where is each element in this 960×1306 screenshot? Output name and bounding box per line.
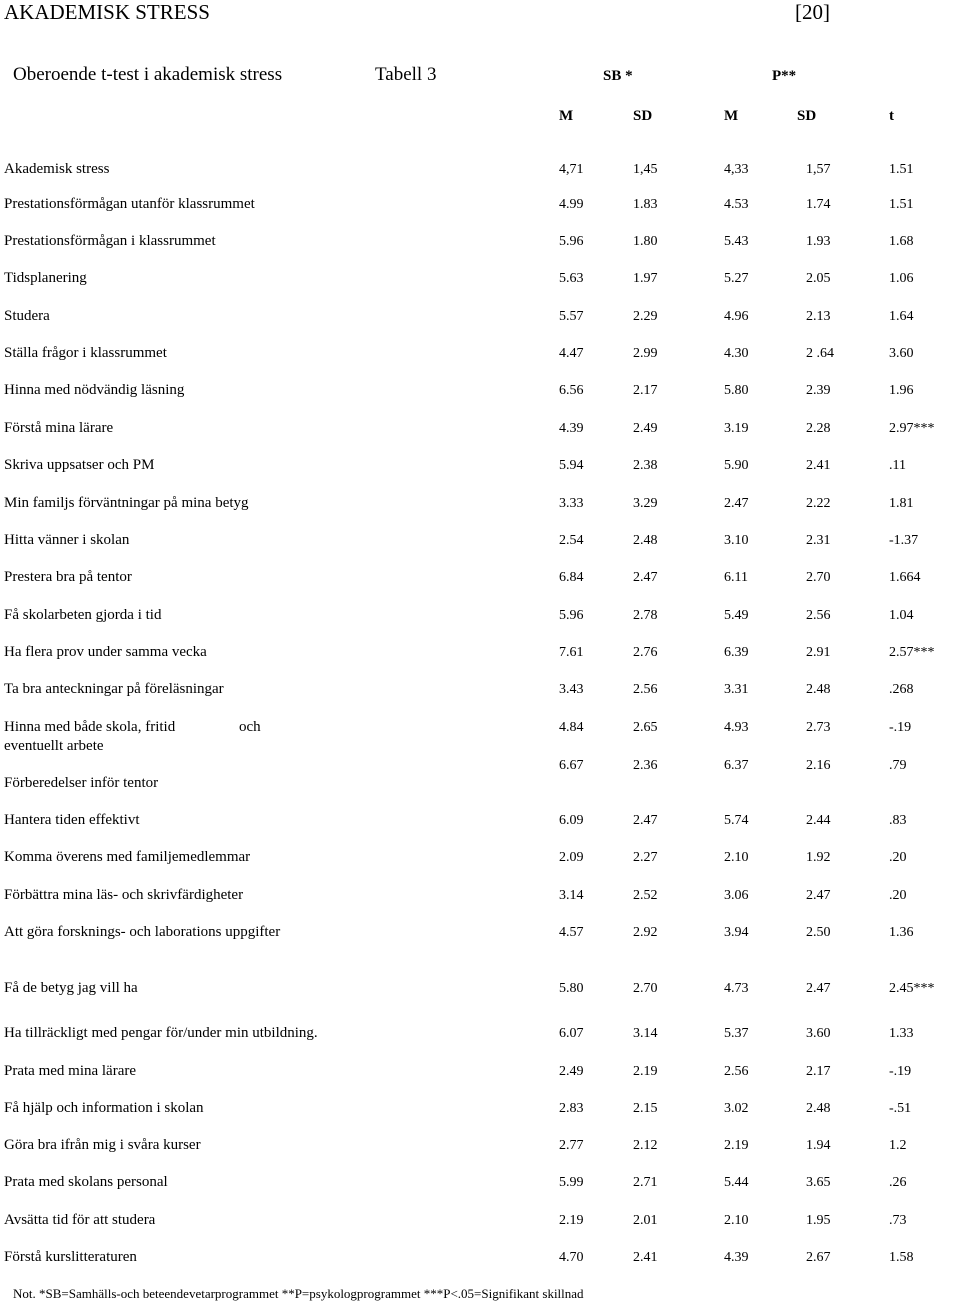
table-cell: 2.01 (633, 1213, 658, 1228)
row-label-text: Avsätta tid för att studera (4, 1212, 156, 1228)
table-cell: 2.09 (559, 850, 584, 865)
row-label (4, 774, 344, 793)
table-footnote: Not. *SB=Samhälls-och beteendevetarprogrammet **P=psykologprogrammet ***P<.05=Signifikant skillnad (13, 1286, 584, 1301)
row-label (4, 381, 344, 400)
row-label-text: Akademisk stress (4, 161, 110, 177)
table-cell: 5.96 (559, 608, 584, 623)
table-cell: 2.78 (633, 608, 658, 623)
group-header-p: P** (772, 68, 797, 84)
row-label-text: Prata med skolans personal (4, 1174, 168, 1190)
table-cell: 6.07 (559, 1026, 584, 1041)
table-cell: 3.31 (724, 682, 749, 697)
row-label (4, 606, 344, 625)
row-label-text: Få de betyg jag vill ha (4, 980, 138, 996)
row-label (4, 923, 344, 942)
table-cell: 3.43 (559, 682, 584, 697)
table-cell: 2.76 (633, 645, 658, 660)
table-cell: 2.70 (806, 570, 831, 585)
row-label-text: Studera (4, 308, 50, 324)
table-cell: 1.81 (889, 496, 914, 511)
row-label-text: Förstå kurslitteraturen (4, 1249, 137, 1265)
table-cell: 4.73 (724, 981, 749, 996)
table-cell: 1.51 (889, 162, 914, 177)
table-cell: 1.58 (889, 1250, 914, 1265)
table-cell: 2.91 (806, 645, 831, 660)
table-cell: 5.94 (559, 458, 584, 473)
table-cell: 2.47 (724, 496, 749, 511)
row-label-text: Tidsplanering (4, 270, 87, 286)
table-cell: 3.19 (724, 421, 749, 436)
row-label (4, 811, 344, 830)
table-cell: 5.99 (559, 1175, 584, 1190)
column-header-p-m: M (724, 108, 739, 124)
table-cell: 3.14 (633, 1026, 658, 1041)
table-cell: 2.92 (633, 925, 658, 940)
table-cell: 5.37 (724, 1026, 749, 1041)
row-label (4, 1024, 344, 1043)
row-label-text: Prestationsförmågan i klassrummet (4, 233, 216, 249)
row-label-text: Hitta vänner i skolan (4, 532, 130, 548)
table-cell: 3.29 (633, 496, 658, 511)
table-cell: 1.68 (889, 234, 914, 249)
table-cell: 2.67 (806, 1250, 831, 1265)
table-cell: 4.53 (724, 197, 749, 212)
table-cell: 2.65 (633, 720, 658, 735)
table-cell: 6.56 (559, 383, 584, 398)
table-cell: 2.22 (806, 496, 831, 511)
row-label-text: Hinna med nödvändig läsning (4, 382, 185, 398)
table-cell: 3.10 (724, 533, 749, 548)
table-cell: 3.14 (559, 888, 584, 903)
table-cell: 2.47 (633, 570, 658, 585)
table-cell: 5.57 (559, 309, 584, 324)
table-cell: 1.97 (633, 271, 658, 286)
table-cell: 2.56 (633, 682, 658, 697)
table-cell: 2.05 (806, 271, 831, 286)
table-cell: 6.84 (559, 570, 584, 585)
column-header-p-sd: SD (797, 108, 817, 124)
table-cell: 3.94 (724, 925, 749, 940)
row-label-text: Komma överens med familjemedlemmar (4, 849, 251, 865)
row-label-text: Prata med mina lärare (4, 1063, 137, 1079)
table-cell: 2.15 (633, 1101, 658, 1116)
table-cell: .20 (889, 850, 907, 865)
row-label-text: Få hjälp och information i skolan (4, 1100, 204, 1116)
table-cell: 2.36 (633, 758, 658, 773)
table-cell: 2.27 (633, 850, 658, 865)
table-cell: 2.49 (633, 421, 658, 436)
row-label (4, 494, 344, 513)
row-label (4, 531, 344, 550)
table-cell: 2.28 (806, 421, 831, 436)
table-cell: 5.96 (559, 234, 584, 249)
row-label-text: Förberedelser inför tentor (4, 775, 159, 791)
table-cell: 6.37 (724, 758, 749, 773)
table-cell: .73 (889, 1213, 907, 1228)
table-cell: -.51 (889, 1101, 912, 1116)
table-cell: 2.17 (806, 1064, 831, 1079)
group-header-sb: SB * (603, 68, 633, 84)
table-cell: 2.41 (806, 458, 831, 473)
table-cell: 1.93 (806, 234, 831, 249)
table-cell: 2.19 (724, 1138, 749, 1153)
page-number: [20] (795, 0, 830, 24)
table-cell: 2.48 (806, 1101, 831, 1116)
row-label (4, 307, 344, 326)
table-cell: 3.60 (806, 1026, 831, 1041)
row-label-text: Ta bra anteckningar på föreläsningar (4, 681, 224, 697)
table-cell: 2.99 (633, 346, 658, 361)
table-cell: 1.33 (889, 1026, 914, 1041)
table-cell: 4.93 (724, 720, 749, 735)
row-label (4, 1062, 344, 1081)
table-cell: 1.83 (633, 197, 658, 212)
table-cell: 1.96 (889, 383, 914, 398)
table-cell: 1,57 (806, 162, 831, 177)
row-label (4, 680, 344, 699)
table-cell: 4.96 (724, 309, 749, 324)
table-cell: 2.10 (724, 1213, 749, 1228)
table-cell: -1.37 (889, 533, 919, 548)
table-cell: 2.12 (633, 1138, 658, 1153)
table-cell: 1.74 (806, 197, 831, 212)
table-cell: 6.09 (559, 813, 584, 828)
row-label (4, 1136, 344, 1155)
table-cell: 2.56 (724, 1064, 749, 1079)
table-cell: 3.60 (889, 346, 914, 361)
table-cell: 2.13 (806, 309, 831, 324)
table-cell: 4.57 (559, 925, 584, 940)
table-cell: 2.48 (633, 533, 658, 548)
table-cell: 4.70 (559, 1250, 584, 1265)
row-label (4, 718, 261, 756)
row-label-text: Ha flera prov under samma vecka (4, 644, 207, 660)
table-cell: 5.80 (724, 383, 749, 398)
row-label-text: Prestera bra på tentor (4, 569, 132, 585)
row-label (4, 886, 344, 905)
table-cell: 3.65 (806, 1175, 831, 1190)
table-cell: 2.50 (806, 925, 831, 940)
table-cell: 1.95 (806, 1213, 831, 1228)
table-cell: 4.39 (724, 1250, 749, 1265)
table-cell: 2.71 (633, 1175, 658, 1190)
row-label-text: Skriva uppsatser och PM (4, 457, 155, 473)
table-cell: 2.17 (633, 383, 658, 398)
row-label (4, 1173, 344, 1192)
page-header-title: AKADEMISK STRESS (4, 0, 210, 24)
table-cell: 2.56 (806, 608, 831, 623)
table-cell: 2.70 (633, 981, 658, 996)
table-cell: 1.36 (889, 925, 914, 940)
table-cell: 2.48 (806, 682, 831, 697)
table-cell: 1.06 (889, 271, 914, 286)
table-cell: 4.30 (724, 346, 749, 361)
table-cell: 5.90 (724, 458, 749, 473)
table-cell: 1.94 (806, 1138, 831, 1153)
row-label (4, 848, 344, 867)
table-cell: 5.44 (724, 1175, 749, 1190)
table-cell: 2.57*** (889, 645, 935, 660)
row-label-text: Hantera tiden effektivt (4, 812, 140, 828)
table-cell: 2.38 (633, 458, 658, 473)
table-cell: 3.02 (724, 1101, 749, 1116)
table-cell: 2.47 (806, 888, 831, 903)
table-cell: 7.61 (559, 645, 584, 660)
table-cell: 2.16 (806, 758, 831, 773)
column-header-sb-m: M (559, 108, 574, 124)
table-cell: 4,33 (724, 162, 749, 177)
row-label-text: Prestationsförmågan utanför klassrummet (4, 196, 255, 212)
table-cell: 1.80 (633, 234, 658, 249)
table-cell: 2 .64 (806, 346, 834, 361)
row-label (4, 979, 344, 998)
table-cell: -.19 (889, 1064, 912, 1079)
row-label (4, 568, 344, 587)
table-cell: 2.49 (559, 1064, 584, 1079)
table-cell: 6.67 (559, 758, 584, 773)
table-cell: 5.43 (724, 234, 749, 249)
table-cell: .11 (889, 458, 906, 473)
table-cell: 2.19 (559, 1213, 584, 1228)
row-label-text: Göra bra ifrån mig i svåra kurser (4, 1137, 201, 1153)
row-label (4, 1099, 344, 1118)
table-label: Tabell 3 (375, 64, 437, 85)
row-label (4, 456, 344, 475)
table-cell: 1.92 (806, 850, 831, 865)
row-label (4, 419, 344, 438)
row-label (4, 195, 344, 214)
column-header-sb-sd: SD (633, 108, 653, 124)
row-label-extra: och (239, 719, 261, 735)
table-cell: 3.06 (724, 888, 749, 903)
row-label-text: Förbättra mina läs- och skrivfärdigheter (4, 887, 244, 903)
table-cell: 2.44 (806, 813, 831, 828)
table-cell: .268 (889, 682, 914, 697)
table-cell: 2.47 (806, 981, 831, 996)
table-cell: .26 (889, 1175, 907, 1190)
column-header-t: t (889, 108, 894, 124)
table-cell: 6.39 (724, 645, 749, 660)
table-cell: 2.10 (724, 850, 749, 865)
table-cell: .83 (889, 813, 907, 828)
table-cell: 5.27 (724, 271, 749, 286)
table-cell: 2.77 (559, 1138, 584, 1153)
table-cell: 3.33 (559, 496, 584, 511)
table-cell: 1.51 (889, 197, 914, 212)
table-cell: 2.97*** (889, 421, 935, 436)
table-cell: 2.29 (633, 309, 658, 324)
row-label (4, 643, 344, 662)
table-cell: -.19 (889, 720, 912, 735)
row-label (4, 1211, 344, 1230)
table-cell: 1.664 (889, 570, 921, 585)
table-cell: 2.83 (559, 1101, 584, 1116)
table-cell: 5.63 (559, 271, 584, 286)
table-cell: 1.2 (889, 1138, 907, 1153)
table-cell: 4.39 (559, 421, 584, 436)
row-label-text: Hinna med både skola, fritid eventuellt arbete (4, 719, 176, 754)
row-label-text: Att göra forsknings- och laborations uppgifter (4, 924, 281, 940)
table-cell: 2.52 (633, 888, 658, 903)
table-cell: 1.04 (889, 608, 914, 623)
table-cell: 5.80 (559, 981, 584, 996)
table-cell: 2.19 (633, 1064, 658, 1079)
row-label (4, 269, 344, 288)
row-label-text: Få skolarbeten gjorda i tid (4, 607, 162, 623)
table-cell: 4.99 (559, 197, 584, 212)
table-cell: 2.41 (633, 1250, 658, 1265)
table-cell: 4.47 (559, 346, 584, 361)
table-title: Oberoende t-test i akademisk stress (13, 64, 283, 85)
table-cell: 1,45 (633, 162, 658, 177)
row-label-text: Ha tillräckligt med pengar för/under min utbildning. (4, 1025, 318, 1041)
row-label-text: Min familjs förväntningar på mina betyg (4, 495, 249, 511)
row-label (4, 344, 344, 363)
table-cell: 2.73 (806, 720, 831, 735)
table-cell: 2.54 (559, 533, 584, 548)
table-cell: .20 (889, 888, 907, 903)
table-cell: 6.11 (724, 570, 748, 585)
row-label (4, 1248, 344, 1267)
row-label (4, 232, 344, 251)
row-label (4, 160, 344, 179)
table-cell: 1.64 (889, 309, 914, 324)
table-cell: 5.74 (724, 813, 749, 828)
table-cell: 5.49 (724, 608, 749, 623)
table-cell: .79 (889, 758, 907, 773)
table-cell: 2.45*** (889, 981, 935, 996)
table-cell: 2.31 (806, 533, 831, 548)
row-label-text: Ställa frågor i klassrummet (4, 345, 167, 361)
table-cell: 4.84 (559, 720, 584, 735)
table-cell: 2.47 (633, 813, 658, 828)
row-label-text: Förstå mina lärare (4, 420, 114, 436)
table-cell: 2.39 (806, 383, 831, 398)
table-cell: 4,71 (559, 162, 584, 177)
